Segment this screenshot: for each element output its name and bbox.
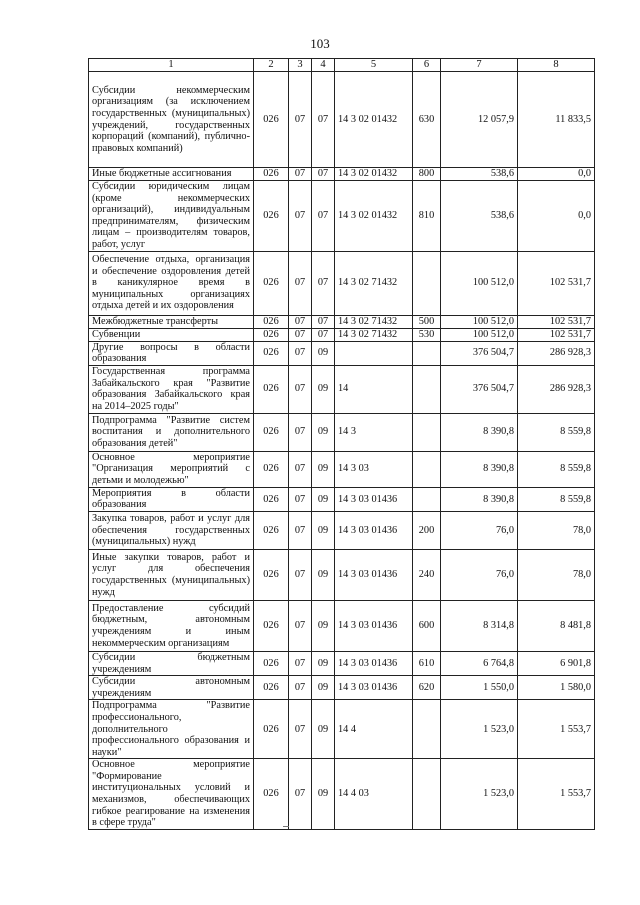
col-header-ministry: 2 xyxy=(254,59,289,72)
row-section: 07 xyxy=(289,315,312,328)
row-section: 07 xyxy=(289,341,312,365)
row-target-item: 14 3 03 01436 xyxy=(335,676,413,700)
col-header-target-item: 5 xyxy=(335,59,413,72)
row-target-item: 14 4 xyxy=(335,700,413,759)
row-amount-year2: 0,0 xyxy=(518,181,595,252)
row-amount-year1: 538,6 xyxy=(441,168,518,181)
row-name: Обеспечение отдыха, организация и обеспечение оздоровления детей в каникулярное время в муниципальных организациях отдыха детей и их оздоровления xyxy=(89,251,254,315)
row-section: 07 xyxy=(289,600,312,651)
row-ministry-code: 026 xyxy=(254,676,289,700)
row-section: 07 xyxy=(289,413,312,451)
row-expense-type: 810 xyxy=(413,181,441,252)
row-name: Субсидии юридическим лицам (кроме некоммерческих организаций), индивидуальным предпринимателям, физическим лицам – производителям товаров, работ, услуг xyxy=(89,181,254,252)
row-expense-type: 240 xyxy=(413,549,441,600)
row-amount-year2: 0,0 xyxy=(518,168,595,181)
row-ministry-code: 026 xyxy=(254,600,289,651)
row-amount-year1: 1 523,0 xyxy=(441,700,518,759)
row-name: Субвенции xyxy=(89,328,254,341)
row-amount-year1: 8 390,8 xyxy=(441,413,518,451)
row-subsection: 09 xyxy=(312,511,335,549)
table-row xyxy=(89,341,595,365)
row-amount-year1: 376 504,7 xyxy=(441,341,518,365)
table-row xyxy=(89,251,595,315)
row-name: Иные закупки товаров, работ и услуг для обеспечения государственных (муниципальных) нужд xyxy=(89,549,254,600)
row-expense-type xyxy=(413,759,441,830)
table-row xyxy=(89,181,595,252)
row-ministry-code: 026 xyxy=(254,168,289,181)
row-amount-year1: 100 512,0 xyxy=(441,251,518,315)
row-amount-year2: 78,0 xyxy=(518,511,595,549)
row-subsection: 09 xyxy=(312,759,335,830)
row-expense-type: 500 xyxy=(413,315,441,328)
row-name: Другие вопросы в области образования xyxy=(89,341,254,365)
table-row xyxy=(89,759,595,830)
row-target-item: 14 3 03 01436 xyxy=(335,549,413,600)
row-expense-type: 610 xyxy=(413,651,441,675)
row-name: Закупка товаров, работ и услуг для обеспечения государственных (муниципальных) нужд xyxy=(89,511,254,549)
row-section: 07 xyxy=(289,549,312,600)
row-subsection: 09 xyxy=(312,600,335,651)
page-number: 103 xyxy=(310,36,330,51)
row-name: Подпрограмма "Развитие систем воспитания и дополнительного образования детей" xyxy=(89,413,254,451)
table-row xyxy=(89,511,595,549)
row-amount-year2: 286 928,3 xyxy=(518,341,595,365)
row-target-item: 14 3 02 01432 xyxy=(335,72,413,168)
row-amount-year2: 8 481,8 xyxy=(518,600,595,651)
row-target-item: 14 3 03 01436 xyxy=(335,487,413,511)
col-header-amount-year2: 8 xyxy=(518,59,595,72)
row-amount-year2: 102 531,7 xyxy=(518,315,595,328)
row-section: 07 xyxy=(289,181,312,252)
row-amount-year1: 1 523,0 xyxy=(441,759,518,830)
row-target-item xyxy=(335,341,413,365)
row-target-item: 14 3 02 71432 xyxy=(335,251,413,315)
row-ministry-code: 026 xyxy=(254,511,289,549)
row-name: Субсидии бюджетным учреждениям xyxy=(89,651,254,675)
row-amount-year2: 6 901,8 xyxy=(518,651,595,675)
row-subsection: 09 xyxy=(312,676,335,700)
row-expense-type: 530 xyxy=(413,328,441,341)
row-expense-type: 200 xyxy=(413,511,441,549)
row-name: Основное мероприятие "Организация мероприятий с детьми и молодежью" xyxy=(89,451,254,487)
row-target-item: 14 3 03 01436 xyxy=(335,651,413,675)
row-expense-type: 800 xyxy=(413,168,441,181)
row-ministry-code: 026 xyxy=(254,315,289,328)
row-target-item: 14 3 03 xyxy=(335,451,413,487)
table-header-row xyxy=(89,59,595,72)
row-subsection: 09 xyxy=(312,549,335,600)
row-section: 07 xyxy=(289,251,312,315)
row-amount-year2: 78,0 xyxy=(518,549,595,600)
row-name: Иные бюджетные ассигнования xyxy=(89,168,254,181)
row-subsection: 07 xyxy=(312,251,335,315)
row-section: 07 xyxy=(289,759,312,830)
row-name: Субсидии автономным учреждениям xyxy=(89,676,254,700)
table-body xyxy=(89,72,595,830)
row-amount-year2: 8 559,8 xyxy=(518,487,595,511)
row-ministry-code: 026 xyxy=(254,328,289,341)
row-ministry-code: 026 xyxy=(254,759,289,830)
row-target-item: 14 3 02 01432 xyxy=(335,168,413,181)
row-subsection: 09 xyxy=(312,651,335,675)
row-target-item: 14 3 02 01432 xyxy=(335,181,413,252)
row-expense-type xyxy=(413,700,441,759)
row-name: Межбюджетные трансферты xyxy=(89,315,254,328)
row-name: Основное мероприятие "Формирование институциональных условий и механизмов, обеспечивающих гибкое реагирование на изменения в сфере труда" xyxy=(89,759,254,830)
row-target-item: 14 3 02 71432 xyxy=(335,328,413,341)
row-target-item: 14 4 03 xyxy=(335,759,413,830)
table-row xyxy=(89,315,595,328)
row-section: 07 xyxy=(289,651,312,675)
row-section: 07 xyxy=(289,168,312,181)
row-amount-year2: 8 559,8 xyxy=(518,413,595,451)
row-subsection: 07 xyxy=(312,181,335,252)
table-row xyxy=(89,651,595,675)
budget-table xyxy=(88,58,595,830)
row-section: 07 xyxy=(289,487,312,511)
row-amount-year1: 1 550,0 xyxy=(441,676,518,700)
col-header-expense-type: 6 xyxy=(413,59,441,72)
row-section: 07 xyxy=(289,676,312,700)
row-subsection: 07 xyxy=(312,315,335,328)
table-row xyxy=(89,328,595,341)
page-footer-mark xyxy=(283,826,289,827)
row-amount-year1: 8 390,8 xyxy=(441,487,518,511)
row-target-item: 14 3 02 71432 xyxy=(335,315,413,328)
row-section: 07 xyxy=(289,328,312,341)
row-amount-year1: 12 057,9 xyxy=(441,72,518,168)
table-row xyxy=(89,365,595,413)
row-amount-year1: 76,0 xyxy=(441,511,518,549)
col-header-subsection: 4 xyxy=(312,59,335,72)
row-amount-year2: 102 531,7 xyxy=(518,251,595,315)
row-ministry-code: 026 xyxy=(254,651,289,675)
row-ministry-code: 026 xyxy=(254,700,289,759)
row-amount-year1: 538,6 xyxy=(441,181,518,252)
row-ministry-code: 026 xyxy=(254,341,289,365)
row-expense-type xyxy=(413,487,441,511)
table-row xyxy=(89,549,595,600)
row-expense-type xyxy=(413,251,441,315)
row-amount-year1: 8 390,8 xyxy=(441,451,518,487)
row-name: Предоставление субсидий бюджетным, автономным учреждениям и иным некоммерческим организациям xyxy=(89,600,254,651)
row-name: Государственная программа Забайкальского края "Развитие образования Забайкальского края на 2014–2025 годы" xyxy=(89,365,254,413)
row-subsection: 09 xyxy=(312,451,335,487)
row-target-item: 14 3 03 01436 xyxy=(335,511,413,549)
row-amount-year2: 8 559,8 xyxy=(518,451,595,487)
row-amount-year1: 6 764,8 xyxy=(441,651,518,675)
row-ministry-code: 026 xyxy=(254,251,289,315)
row-subsection: 07 xyxy=(312,168,335,181)
row-expense-type xyxy=(413,365,441,413)
row-expense-type: 630 xyxy=(413,72,441,168)
row-section: 07 xyxy=(289,451,312,487)
row-amount-year2: 1 553,7 xyxy=(518,759,595,830)
row-expense-type xyxy=(413,413,441,451)
table-row xyxy=(89,168,595,181)
row-expense-type: 600 xyxy=(413,600,441,651)
row-subsection: 09 xyxy=(312,341,335,365)
row-expense-type xyxy=(413,451,441,487)
table-row xyxy=(89,676,595,700)
row-amount-year2: 11 833,5 xyxy=(518,72,595,168)
row-subsection: 09 xyxy=(312,365,335,413)
row-subsection: 09 xyxy=(312,700,335,759)
col-header-amount-year1: 7 xyxy=(441,59,518,72)
row-subsection: 07 xyxy=(312,328,335,341)
row-section: 07 xyxy=(289,700,312,759)
row-amount-year2: 1 553,7 xyxy=(518,700,595,759)
row-target-item: 14 3 xyxy=(335,413,413,451)
table-row xyxy=(89,487,595,511)
row-amount-year2: 1 580,0 xyxy=(518,676,595,700)
col-header-name: 1 xyxy=(89,59,254,72)
row-subsection: 09 xyxy=(312,487,335,511)
row-ministry-code: 026 xyxy=(254,181,289,252)
row-amount-year1: 376 504,7 xyxy=(441,365,518,413)
row-section: 07 xyxy=(289,72,312,168)
row-subsection: 07 xyxy=(312,72,335,168)
row-section: 07 xyxy=(289,511,312,549)
row-ministry-code: 026 xyxy=(254,487,289,511)
row-ministry-code: 026 xyxy=(254,365,289,413)
row-amount-year1: 100 512,0 xyxy=(441,328,518,341)
row-subsection: 09 xyxy=(312,413,335,451)
row-ministry-code: 026 xyxy=(254,451,289,487)
col-header-section: 3 xyxy=(289,59,312,72)
row-ministry-code: 026 xyxy=(254,72,289,168)
table-row xyxy=(89,72,595,168)
row-target-item: 14 xyxy=(335,365,413,413)
row-amount-year1: 8 314,8 xyxy=(441,600,518,651)
row-name: Мероприятия в области образования xyxy=(89,487,254,511)
row-section: 07 xyxy=(289,365,312,413)
table-row xyxy=(89,700,595,759)
table-row xyxy=(89,413,595,451)
table-row xyxy=(89,600,595,651)
row-amount-year2: 102 531,7 xyxy=(518,328,595,341)
row-expense-type: 620 xyxy=(413,676,441,700)
row-target-item: 14 3 03 01436 xyxy=(335,600,413,651)
row-ministry-code: 026 xyxy=(254,413,289,451)
table-row xyxy=(89,451,595,487)
row-name: Подпрограмма "Развитие профессионального, дополнительного профессионального образования и науки" xyxy=(89,700,254,759)
row-ministry-code: 026 xyxy=(254,549,289,600)
row-amount-year1: 76,0 xyxy=(441,549,518,600)
row-name: Субсидии некоммерческим организациям (за исключением государственных (муниципальных) учреждений, государственных корпораций (компаний), публично-правовых компаний) xyxy=(89,72,254,168)
row-amount-year2: 286 928,3 xyxy=(518,365,595,413)
row-amount-year1: 100 512,0 xyxy=(441,315,518,328)
row-expense-type xyxy=(413,341,441,365)
